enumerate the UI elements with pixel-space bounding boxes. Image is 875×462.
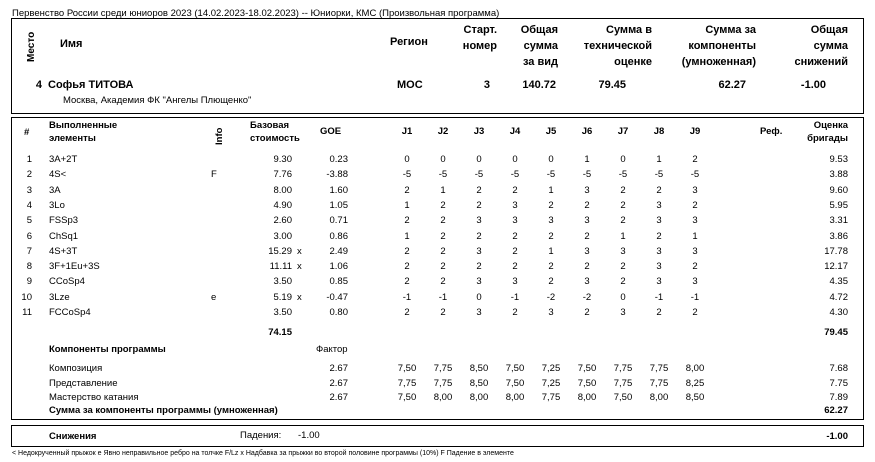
element-code: 3A [49, 184, 61, 196]
component-factor: 2.67 [329, 377, 348, 389]
element-panel-score: 4.30 [829, 307, 848, 318]
component-score: 7.68 [829, 363, 848, 374]
judge-score: 3 [656, 261, 662, 273]
element-base-value: 3.00 [273, 230, 292, 242]
judge-score: 1 [548, 184, 554, 196]
judge-score: 2 [620, 184, 626, 196]
judge-score: 2 [692, 261, 698, 273]
element-code: 3F+1Eu+3S [49, 261, 100, 273]
judge-score: 2 [692, 154, 698, 165]
components-total-label: Сумма за компоненты программы (умноженная) [49, 405, 278, 416]
element-goe: 0.86 [329, 230, 348, 242]
element-goe: -3.88 [326, 169, 348, 181]
judge-score: 2 [440, 230, 446, 242]
judge-score: 1 [584, 154, 590, 165]
judge-score: 0 [440, 154, 446, 165]
judge-score: 2 [404, 215, 410, 227]
component-judge-score: 7,50 [397, 363, 417, 374]
element-base-value: 2.60 [273, 215, 292, 227]
judge-score: 2 [656, 230, 662, 242]
judge-score: 2 [620, 199, 626, 211]
judge-score: 3 [692, 184, 698, 196]
judge-score: -5 [438, 169, 448, 181]
judge-header: J4 [509, 126, 521, 137]
judge-score: 3 [584, 245, 590, 257]
component-judge-score: 8,00 [469, 392, 489, 403]
judge-score: 2 [692, 199, 698, 211]
element-goe: 1.06 [329, 261, 348, 273]
element-panel-score: 17.78 [824, 245, 848, 257]
deductions-label: Снижения [49, 431, 97, 442]
element-panel-score: 12.17 [824, 261, 848, 273]
judge-score: 0 [620, 291, 626, 303]
component-judge-score: 8,00 [577, 392, 597, 403]
judge-header: J6 [581, 126, 593, 137]
judge-score: 0 [404, 154, 410, 165]
component-name: Мастерство катания [49, 392, 139, 403]
judge-score: -5 [474, 169, 484, 181]
element-number: 3 [26, 184, 32, 196]
element-number: 10 [21, 291, 32, 303]
component-judge-score: 7,75 [433, 363, 453, 374]
component-judge-score: 7,75 [397, 377, 417, 389]
element-number: 2 [26, 169, 32, 181]
judge-score: 1 [548, 245, 554, 257]
judge-score: 1 [404, 199, 410, 211]
element-base-value: 7.76 [273, 169, 292, 181]
element-bonus-mark: x [297, 291, 302, 303]
judge-score: 2 [440, 276, 446, 288]
component-name: Композиция [49, 363, 103, 374]
element-panel-score: 9.53 [829, 154, 848, 165]
judge-score: 2 [440, 245, 446, 257]
judge-score: 2 [476, 199, 482, 211]
component-judge-score: 7,50 [613, 392, 633, 403]
legend-footnote: < Недокрученный прыжок e Явно неправильное ребро на толчке F/Lz x Надбавка за прыжки во второй половине программы (10%) F Падение в элементе [12, 450, 514, 457]
col-panel-header: Оценка бригады [807, 120, 848, 144]
element-number: 11 [22, 307, 32, 318]
element-goe: 0.23 [329, 154, 348, 165]
start-number-header: Старт. номер [462, 24, 497, 52]
judge-score: 0 [476, 291, 482, 303]
element-number: 5 [26, 215, 32, 227]
skater-total: 140.72 [522, 79, 556, 91]
judge-score: 2 [440, 215, 446, 227]
col-elements-header: Выполненные элементы [49, 120, 118, 144]
judge-score: 3 [692, 245, 698, 257]
component-judge-score: 8,00 [685, 363, 705, 374]
components-title: Компоненты программы [49, 344, 166, 355]
component-score: 7.75 [829, 377, 848, 389]
component-judge-score: 7,50 [397, 392, 417, 403]
judge-score: -5 [546, 169, 556, 181]
components-total: 62.27 [824, 405, 848, 416]
component-judge-score: 7,25 [541, 377, 561, 389]
element-base-value: 4.90 [273, 199, 292, 211]
component-judge-score: 7,75 [613, 363, 633, 374]
element-number: 4 [26, 199, 32, 211]
tes-header: Сумма в технической оценке [583, 24, 652, 68]
component-judge-score: 8,50 [469, 377, 489, 389]
falls-value: -1.00 [298, 430, 320, 441]
element-panel-score: 4.72 [829, 291, 848, 303]
judge-score: -1 [690, 291, 700, 303]
element-bonus-mark: x [297, 261, 302, 273]
judge-score: 2 [692, 307, 698, 318]
name-header: Имя [60, 38, 83, 50]
judge-score: -5 [654, 169, 664, 181]
judge-score: 2 [584, 261, 590, 273]
element-code: 3Lo [49, 199, 65, 211]
deductions-header: Общая сумма снижений [794, 24, 848, 68]
judge-score: 0 [512, 154, 518, 165]
judge-score: 2 [512, 230, 518, 242]
judge-header: J5 [545, 126, 557, 137]
event-title: Первенство России среди юниоров 2023 (14.02.2023-18.02.2023) -- Юниорки, КМС (Произвольная программа) [12, 8, 500, 19]
element-code: FCCoSp4 [49, 307, 91, 318]
judge-score: 2 [404, 245, 410, 257]
judge-score: 2 [548, 199, 554, 211]
judge-score: 2 [620, 276, 626, 288]
component-judge-score: 8,00 [433, 392, 453, 403]
judge-score: 2 [584, 199, 590, 211]
component-judge-score: 8,25 [685, 377, 705, 389]
judge-score: 3 [584, 184, 590, 196]
judge-score: 2 [512, 245, 518, 257]
judge-score: 2 [404, 276, 410, 288]
judge-score: 2 [656, 184, 662, 196]
judge-score: 2 [656, 307, 662, 318]
judge-score: 3 [584, 215, 590, 227]
judge-header: J8 [653, 126, 665, 137]
judge-score: -1 [438, 291, 448, 303]
element-code: 4S+3T [49, 245, 78, 257]
component-judge-score: 7,75 [649, 363, 669, 374]
place-header: Место [26, 31, 37, 62]
judge-score: 2 [512, 184, 518, 196]
component-judge-score: 7,75 [649, 377, 669, 389]
judge-header: J3 [473, 126, 485, 137]
element-number: 1 [26, 154, 32, 165]
judge-score: 1 [440, 184, 446, 196]
judge-score: 1 [656, 154, 662, 165]
component-factor: 2.67 [329, 392, 348, 403]
pcs-header: Сумма за компоненты (умноженная) [681, 24, 756, 68]
judge-score: 2 [512, 261, 518, 273]
component-judge-score: 8,50 [685, 392, 705, 403]
judge-header: J1 [401, 126, 413, 137]
judge-score: 2 [404, 307, 410, 318]
col-info-header: Info [214, 127, 225, 145]
col-num-header: # [24, 127, 30, 138]
judge-score: 2 [440, 307, 446, 318]
component-judge-score: 7,50 [577, 363, 597, 374]
judge-score: 2 [404, 261, 410, 273]
col-base-header: Базовая стоимость [250, 120, 300, 144]
judge-score: 2 [476, 261, 482, 273]
element-number: 8 [26, 261, 32, 273]
judge-score: 3 [692, 215, 698, 227]
element-number: 7 [26, 245, 32, 257]
judge-score: -2 [582, 291, 592, 303]
col-goe-header: GOE [320, 126, 342, 137]
judge-header: J2 [437, 126, 449, 137]
judge-header: J9 [689, 126, 701, 137]
component-judge-score: 7,50 [505, 363, 525, 374]
falls-label: Падения: [240, 430, 282, 441]
element-goe: 2.49 [329, 245, 348, 257]
judge-score: 3 [548, 307, 554, 318]
element-panel-score: 4.35 [829, 276, 848, 288]
element-goe: -0.47 [326, 291, 348, 303]
element-info: F [211, 169, 217, 181]
component-judge-score: 7,50 [505, 377, 525, 389]
judge-score: 3 [512, 215, 518, 227]
tes-total: 79.45 [824, 327, 848, 338]
judge-score: -1 [654, 291, 664, 303]
judge-score: 3 [512, 276, 518, 288]
component-judge-score: 7,75 [433, 377, 453, 389]
judge-score: 2 [404, 184, 410, 196]
element-number: 6 [26, 230, 32, 242]
element-code: CCoSp4 [49, 276, 85, 288]
judge-score: 3 [476, 245, 482, 257]
component-judge-score: 7,25 [541, 363, 561, 374]
deductions-total: -1.00 [826, 431, 848, 442]
element-panel-score: 3.31 [829, 215, 848, 227]
judge-score: 1 [692, 230, 698, 242]
element-goe: 1.05 [329, 199, 348, 211]
judge-score: 2 [476, 184, 482, 196]
element-goe: 0.85 [329, 276, 348, 288]
element-code: 4S< [49, 169, 67, 181]
element-base-value: 11.11 [269, 261, 292, 273]
judge-score: 2 [620, 215, 626, 227]
component-judge-score: 7,75 [613, 377, 633, 389]
element-base-value: 8.00 [273, 184, 292, 196]
judge-score: -5 [510, 169, 520, 181]
judge-score: -1 [510, 291, 520, 303]
element-base-value: 5.19 [273, 291, 292, 303]
element-panel-score: 3.86 [829, 230, 848, 242]
element-panel-score: 3.88 [829, 169, 848, 181]
element-goe: 1.60 [329, 184, 348, 196]
element-base-value: 9.30 [273, 154, 292, 165]
region-header: Регион [390, 36, 428, 48]
judge-score: 2 [548, 276, 554, 288]
judge-score: 3 [512, 199, 518, 211]
judge-score: 3 [656, 245, 662, 257]
judge-score: 3 [656, 276, 662, 288]
element-info: e [211, 291, 217, 303]
element-base-value: 3.50 [273, 307, 292, 318]
element-bonus-mark: x [297, 245, 302, 257]
judge-score: 2 [584, 307, 590, 318]
component-judge-score: 8,00 [505, 392, 525, 403]
skater-pcs: 62.27 [718, 79, 746, 91]
element-panel-score: 9.60 [829, 184, 848, 196]
skater-rank: 4 [35, 79, 42, 91]
skater-club: Москва, Академия ФК "Ангелы Плющенко" [63, 95, 252, 106]
judge-score: 3 [476, 215, 482, 227]
component-judge-score: 7,50 [577, 377, 597, 389]
judge-score: -5 [402, 169, 412, 181]
judge-score: 0 [476, 154, 482, 165]
element-code: FSSp3 [49, 215, 79, 227]
judge-score: 3 [584, 276, 590, 288]
component-judge-score: 8,50 [469, 363, 489, 374]
component-score: 7.89 [829, 392, 848, 403]
skater-deductions: -1.00 [800, 79, 826, 91]
element-goe: 0.71 [329, 215, 348, 227]
judge-score: 3 [656, 215, 662, 227]
element-code: 3A+2T [49, 154, 78, 165]
element-panel-score: 5.95 [829, 199, 848, 211]
judge-header: J7 [617, 126, 629, 137]
skater-tes: 79.45 [598, 79, 626, 91]
judge-score: -5 [618, 169, 628, 181]
component-name: Представление [49, 377, 118, 389]
judge-score: 2 [620, 261, 626, 273]
judge-score: 3 [656, 199, 662, 211]
skater-name: Софья ТИТОВА [48, 79, 134, 91]
skater-region: MOC [397, 79, 423, 91]
base-value-total: 74.15 [268, 327, 292, 338]
judge-score: 3 [476, 307, 482, 318]
component-judge-score: 7,75 [541, 392, 561, 403]
skater-start-number: 3 [483, 79, 490, 91]
component-factor: 2.67 [329, 363, 348, 374]
judge-score: 3 [692, 276, 698, 288]
element-number: 9 [26, 276, 32, 288]
judge-score: 2 [512, 307, 518, 318]
judge-score: -1 [402, 291, 412, 303]
element-base-value: 3.50 [273, 276, 292, 288]
judge-score: -5 [582, 169, 592, 181]
judge-score: 3 [620, 245, 626, 257]
judge-score: 2 [584, 230, 590, 242]
judge-score: 2 [476, 230, 482, 242]
judge-score: 3 [476, 276, 482, 288]
judge-score: 1 [620, 230, 626, 242]
judge-score: -2 [546, 291, 556, 303]
component-judge-score: 8,00 [649, 392, 669, 403]
judge-score: 2 [440, 261, 446, 273]
judge-score: 0 [620, 154, 626, 165]
factor-header: Фактор [316, 344, 348, 355]
judge-score: -5 [690, 169, 700, 181]
col-ref-header: Реф. [760, 126, 783, 137]
element-code: ChSq1 [49, 230, 79, 242]
total-header: Общая сумма за вид [520, 24, 558, 68]
judge-score: 3 [548, 215, 554, 227]
judge-score: 3 [620, 307, 626, 318]
element-base-value: 15.29 [268, 245, 292, 257]
judge-score: 1 [404, 230, 410, 242]
element-code: 3Lze [49, 291, 70, 303]
judge-score: 2 [548, 261, 554, 273]
judge-score: 0 [548, 154, 554, 165]
deductions-box [11, 425, 864, 447]
judge-score: 2 [440, 199, 446, 211]
judge-score: 2 [548, 230, 554, 242]
element-goe: 0.80 [329, 307, 348, 318]
